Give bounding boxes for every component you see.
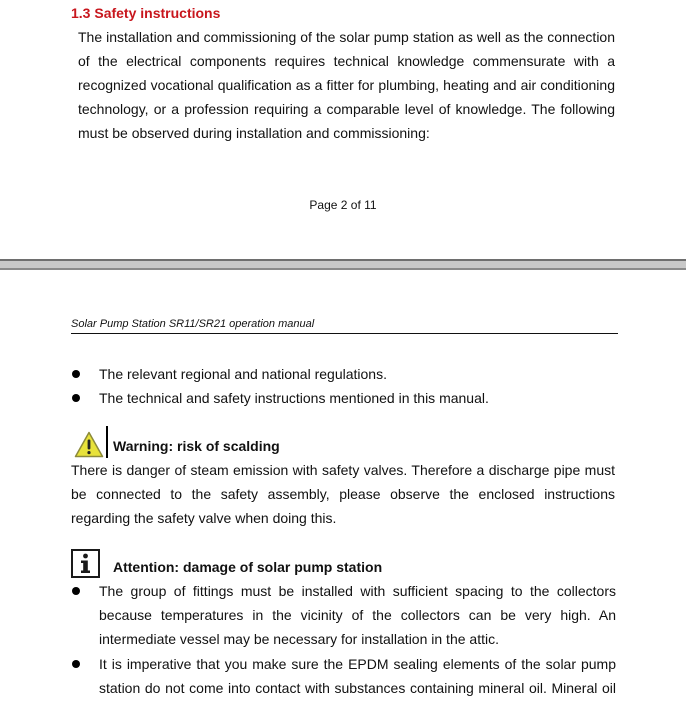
warning-title: Warning: risk of scalding (113, 438, 280, 454)
attention-title: Attention: damage of solar pump station (113, 559, 383, 575)
warning-divider (106, 426, 108, 458)
page-number: Page 2 of 11 (309, 198, 377, 212)
list-item-text: The group of fittings must be installed with sufficient spacing to the collectors because temperatures in the vicinity of the collectors can be very high. An intermediate vessel may be necessary for installation in the attic. (99, 583, 616, 647)
warning-triangle-icon (74, 431, 104, 458)
warning-body: There is danger of steam emission with safety valves. Therefore a discharge pipe must be connected to the safety assembly, please observe the enclosed instructions regarding the safety valve when doing this. (71, 462, 615, 526)
list-item (71, 386, 616, 410)
intro-paragraph: The installation and commissioning of the solar pump station as well as the connection of the electrical components requires technical knowledge commensurate with a recognized vocational qualification as a fitter for plumbing, heating and air conditioning technology, or a profession requiring a comparable level of knowledge. The following must be observed during installation and commissioning: (78, 29, 615, 141)
list-item-text: It is imperative that you make sure the EPDM sealing elements of the solar pump station do not come into contact with substances containing mineral oil. Mineral oil (99, 656, 616, 696)
info-icon (71, 549, 100, 578)
list-item-text: The technical and safety instructions mentioned in this manual. (99, 390, 489, 406)
section-heading: 1.3 Safety instructions (71, 5, 221, 21)
bullet-icon (71, 579, 99, 651)
page-separator (0, 259, 686, 270)
running-header: Solar Pump Station SR11/SR21 operation manual (71, 316, 618, 334)
list-item-text: The relevant regional and national regulations. (99, 366, 387, 382)
list-item (71, 362, 616, 386)
list-item (71, 652, 616, 700)
bullet-icon (71, 652, 99, 700)
bullet-icon (71, 362, 99, 386)
bullet-icon (71, 386, 99, 410)
list-item (71, 579, 616, 651)
